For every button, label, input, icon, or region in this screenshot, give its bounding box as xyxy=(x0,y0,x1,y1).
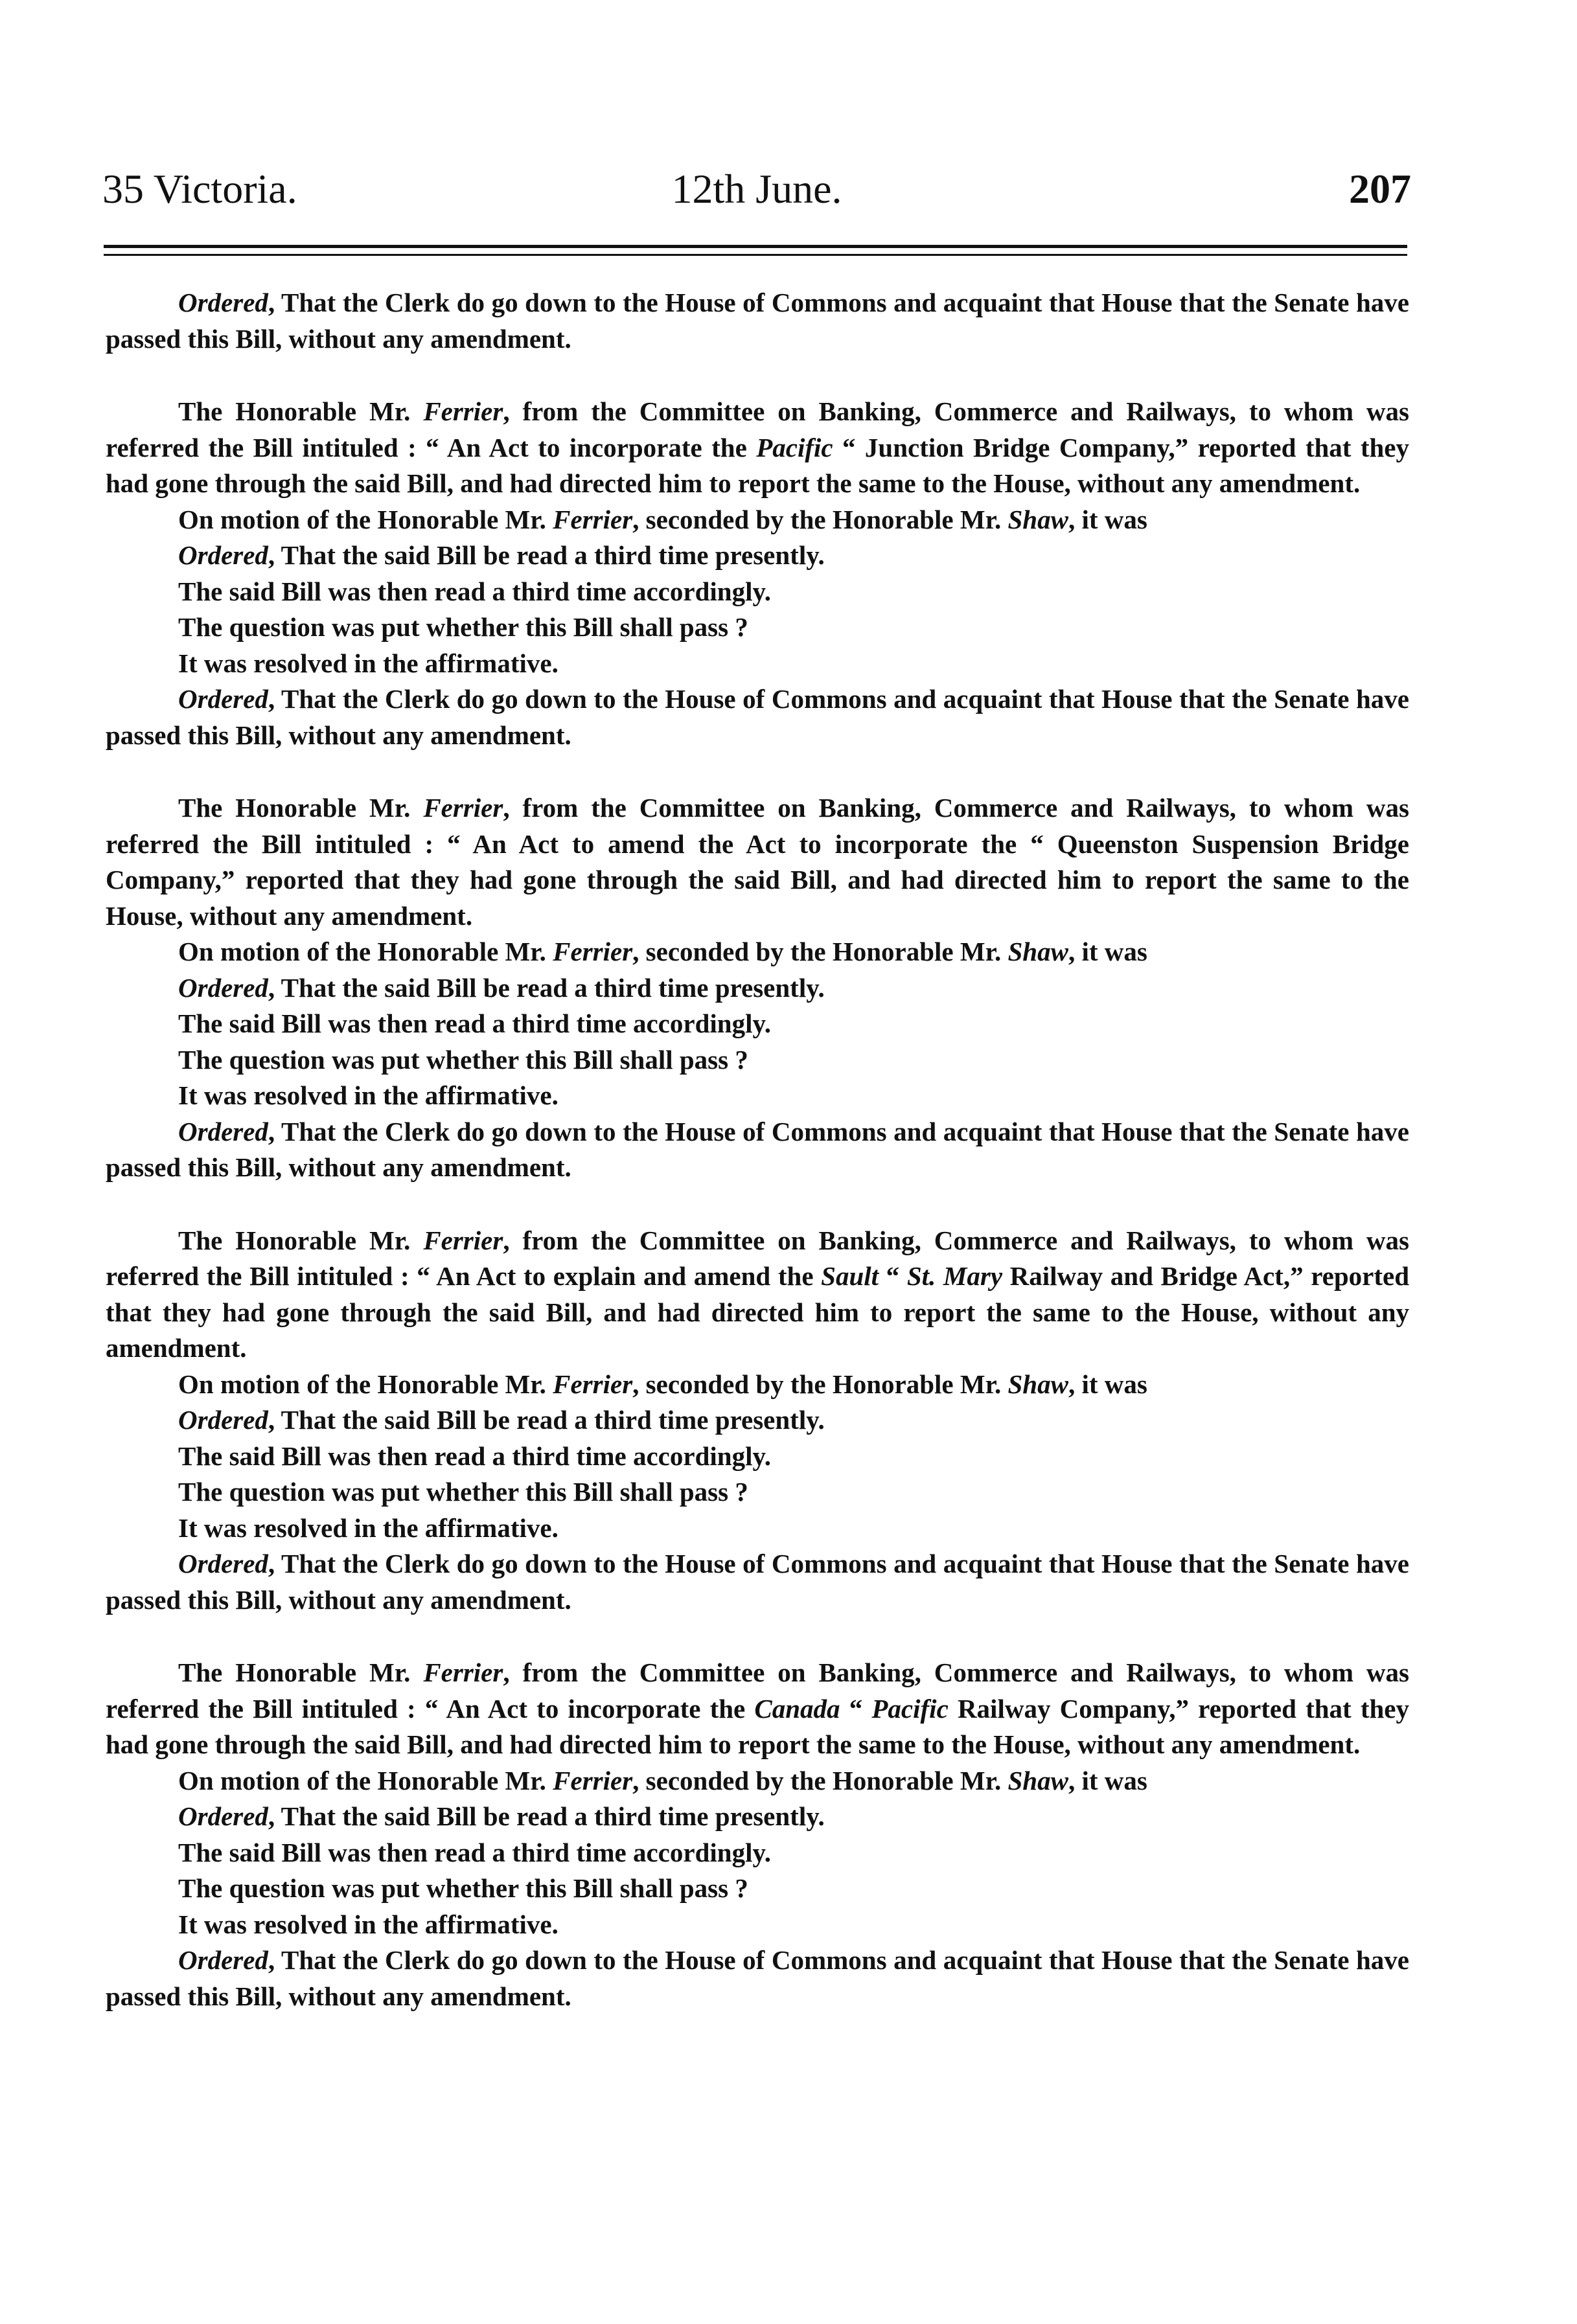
question-put: The question was put whether this Bill shall pass ? xyxy=(178,1044,748,1075)
session-label: 35 Victoria. xyxy=(102,166,297,212)
motion-paragraph: On motion of the Honorable Mr. Ferrier, seconded by the Honorable Mr. Shaw, it was xyxy=(178,504,1147,534)
ordered-commons-paragraph: Ordered, That the Clerk do go down to the House of Commons and acquaint that House that the Senate have passed this Bill, without any amendment. xyxy=(106,1945,1409,2011)
question-put: The question was put whether this Bill shall pass ? xyxy=(178,612,748,642)
entry-1 xyxy=(106,285,1409,357)
question-put: The question was put whether this Bill shall pass ? xyxy=(178,1873,748,1903)
read-third-time: The said Bill was then read a third time accordingly. xyxy=(178,1008,771,1038)
entry-5 xyxy=(106,1655,1409,2014)
report-paragraph: The Honorable Mr. Ferrier, from the Committee on Banking, Commerce and Railways, to whom was referred the Bill intituled : “ An Act to explain and amend the Sault “ St. Mary Railway and Bridge Act,” reported that they had gone through the said Bill, and had directed him to report the same to the House, without any amendment. xyxy=(106,1225,1410,1363)
read-third-time: The said Bill was then read a third time accordingly. xyxy=(178,1441,771,1471)
read-third-time: The said Bill was then read a third time accordingly. xyxy=(178,576,771,606)
read-third-time: The said Bill was then read a third time accordingly. xyxy=(178,1837,771,1867)
report-paragraph: The Honorable Mr. Ferrier, from the Committee on Banking, Commerce and Railways, to whom was referred the Bill intituled : “ An Act to amend the Act to incorporate the “ Queenston Suspension Bridge Company,” reported that they had gone through the said Bill, and had directed him to report the same to the House, without any amendment. xyxy=(106,793,1409,931)
ordered-commons-paragraph: Ordered, That the Clerk do go down to the House of Commons and acquaint that House that the Senate have passed this Bill, without any amendment. xyxy=(106,1549,1409,1615)
motion-paragraph: On motion of the Honorable Mr. Ferrier, seconded by the Honorable Mr. Shaw, it was xyxy=(178,1765,1147,1795)
resolved-affirmative: It was resolved in the affirmative. xyxy=(178,1909,558,1939)
ordered-commons-paragraph: Ordered, That the Clerk do go down to the House of Commons and acquaint that House that the Senate have passed this Bill, without any amendment. xyxy=(106,684,1409,750)
ordered-third-reading: Ordered, That the said Bill be read a third time presently. xyxy=(178,1801,825,1831)
ordered-third-reading: Ordered, That the said Bill be read a third time presently. xyxy=(178,972,825,1003)
question-put: The question was put whether this Bill shall pass ? xyxy=(178,1477,748,1507)
motion-paragraph: On motion of the Honorable Mr. Ferrier, seconded by the Honorable Mr. Shaw, it was xyxy=(178,937,1147,966)
resolved-affirmative: It was resolved in the affirmative. xyxy=(178,648,558,678)
motion-paragraph: On motion of the Honorable Mr. Ferrier, seconded by the Honorable Mr. Shaw, it was xyxy=(178,1369,1147,1399)
entry-4 xyxy=(106,1223,1409,1619)
report-paragraph: The Honorable Mr. Ferrier, from the Committee on Banking, Commerce and Railways, to whom was referred the Bill intituled : “ An Act to incorporate the Canada “ Pacific Railway Company,” reported that they had gone through the said Bill, and had directed him to report the same to the House, without any amendment. xyxy=(106,1658,1409,1759)
entry-3 xyxy=(106,790,1409,1186)
ordered-commons-paragraph: Ordered, That the Clerk do go down to the House of Commons and acquaint that House that the Senate have passed this Bill, without any amendment. xyxy=(106,1116,1409,1182)
header-rule-thick xyxy=(104,245,1407,248)
page-number: 207 xyxy=(1349,166,1411,212)
resolved-affirmative: It was resolved in the affirmative. xyxy=(178,1080,558,1110)
ordered-third-reading: Ordered, That the said Bill be read a third time presently. xyxy=(178,1405,825,1435)
date-label: 12th June. xyxy=(671,166,842,212)
page-body xyxy=(106,285,1409,2014)
page-header xyxy=(102,150,1411,228)
ordered-third-reading: Ordered, That the said Bill be read a third time presently. xyxy=(178,540,825,570)
entry-2 xyxy=(106,394,1409,753)
resolved-affirmative: It was resolved in the affirmative. xyxy=(178,1512,558,1543)
report-paragraph: The Honorable Mr. Ferrier, from the Committee on Banking, Commerce and Railways, to whom was referred the Bill intituled : “ An Act to incorporate the Pacific “ Junction Bridge Company,” reported that they had gone through the said Bill, and had directed him to report the same to the House, without any amendment. xyxy=(106,396,1409,498)
header-rule-thin xyxy=(104,254,1407,256)
ordered-commons-paragraph: Ordered, That the Clerk do go down to the House of Commons and acquaint that House that the Senate have passed this Bill, without any amendment. xyxy=(106,288,1409,354)
